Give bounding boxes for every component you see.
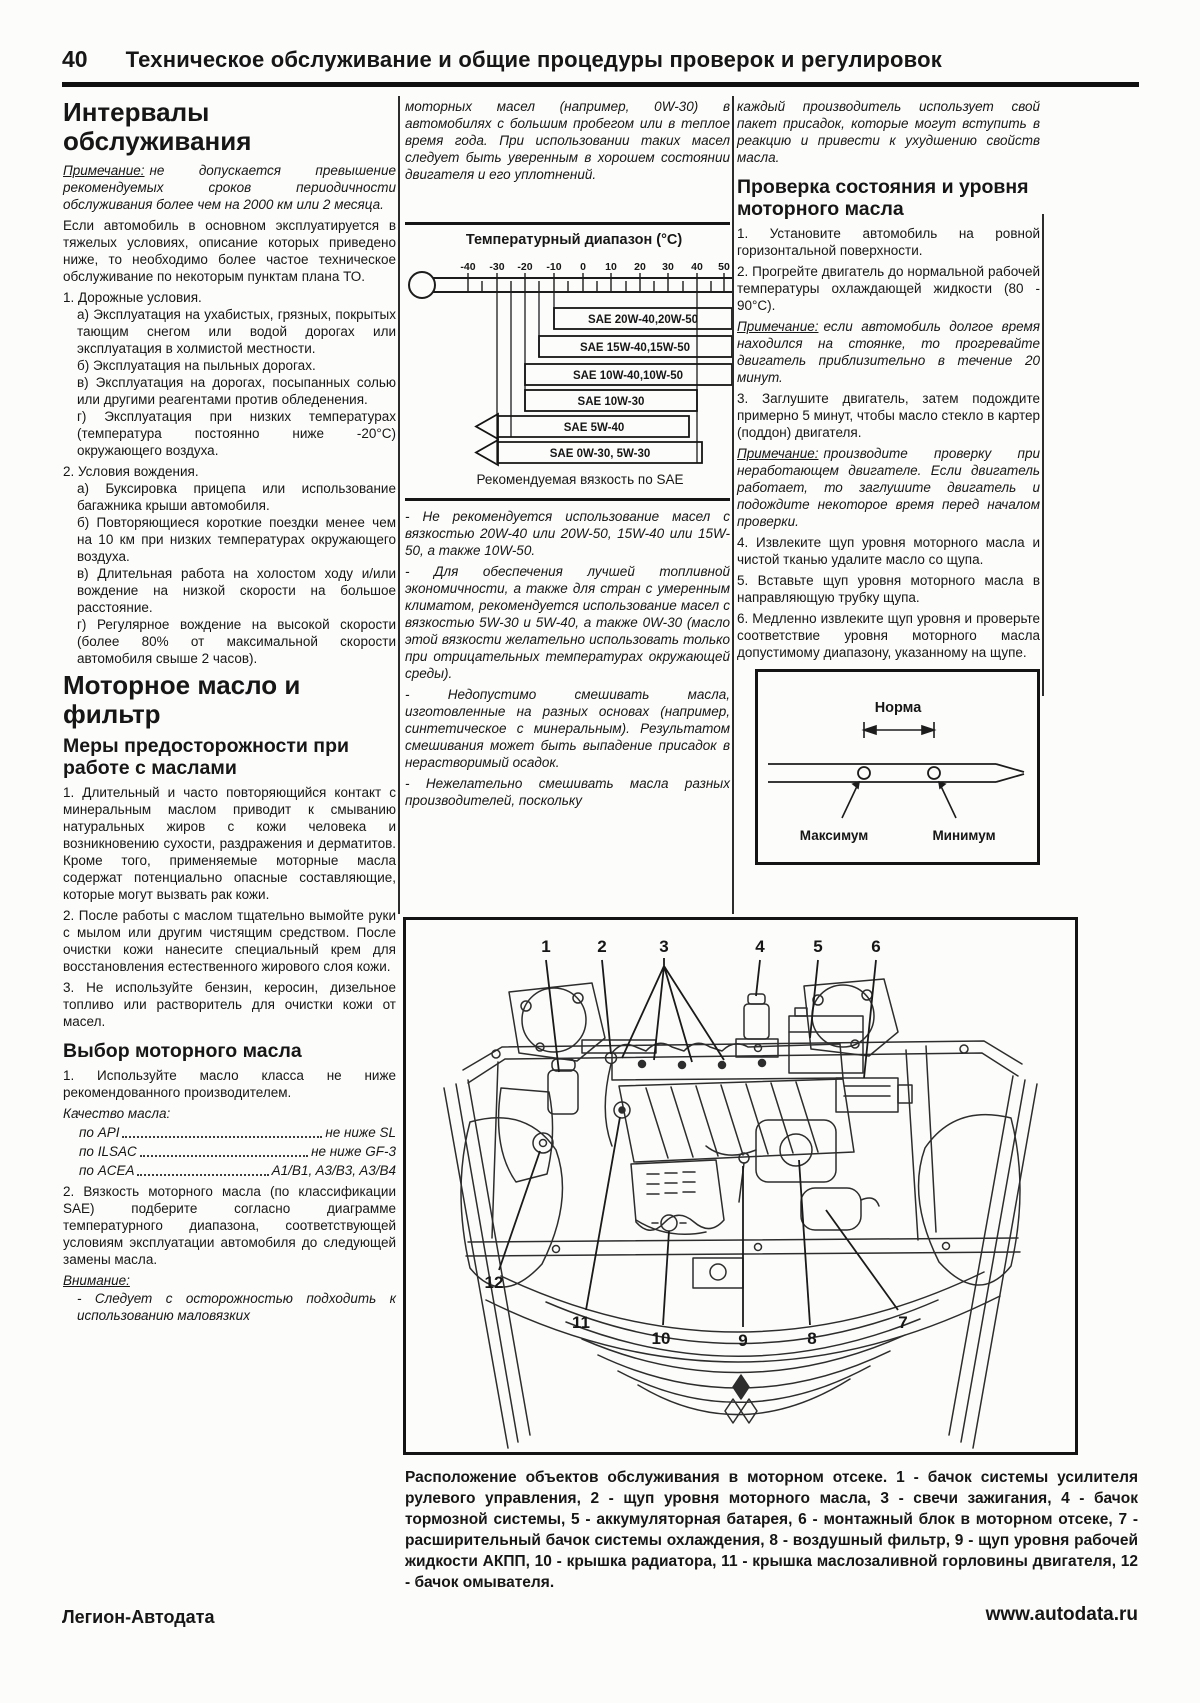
callout-number: 10 xyxy=(651,1329,671,1348)
paragraph: 2. Вязкость моторного масла (по классификации SAE) подберите согласно диаграмме температурного диапазона, соответствующей условиям эксплуатации автомобиля до следующей замены масла. xyxy=(63,1184,396,1267)
engine-art xyxy=(444,979,1037,1448)
chart-title: Температурный диапазон (°C) xyxy=(465,232,683,248)
figure-caption: Расположение объектов обслуживания в моторном отсеке. 1 - бачок системы усилителя рулевого управления, 2 - щуп уровня моторного масла, 3 - свечи зажигания, 4 - бачок тормозной системы, 5 - аккумуляторная батарея, 6 - монтажный блок в моторном отсеке, 7 - расширительный бачок системы охлаждения, 8 - воздушный фильтр, 9 - щуп уровня рабочей жидкости АКПП, 10 - крышка радиатора, 11 - крышка маслозаливной горловины двигателя, 12 - бачок омывателя. xyxy=(405,1469,1138,1591)
callout-number: 8 xyxy=(807,1329,817,1348)
spec-name: по API xyxy=(79,1125,120,1140)
temperature-axis xyxy=(460,261,730,273)
chart-caption: Рекомендуемая вязкость по SAE xyxy=(476,472,684,487)
section-title-oil-check: Проверка состояния и уровня моторного масла xyxy=(737,176,1029,220)
bullet-paragraph: - Недопустимо смешивать масла, изготовленные на разных основах (например, синтетическое с минеральным). Результатом смешивания может быть выпадение присадок в нерастворимый осадок. xyxy=(405,687,730,770)
dipstick-rod xyxy=(768,764,1024,782)
callout-number: 2 xyxy=(597,937,607,956)
page-number: 40 xyxy=(62,46,88,72)
note-text: не допускается превышение рекомендуемых сроков периодичности обслуживания более чем на 2000 км или 2 месяца. xyxy=(63,163,396,212)
engine-figure xyxy=(406,920,1075,1452)
spec-row-acea xyxy=(63,1162,396,1179)
min-label: Минимум xyxy=(932,828,996,843)
paragraph: 1. Используйте масло класса не ниже рекомендованного производителем. xyxy=(63,1068,396,1100)
paragraph: 1. Длительный и часто повторяющийся контакт с минеральным маслом приводит к смыванию натуральных жиров с кожи человека и возникновению сухости, раздражения и дерматитов. Кроме того, применяемые моторные масла содержат потенциально опасные составляющие, которые могут вызвать рак кожи. xyxy=(63,785,396,902)
tick-label: -40 xyxy=(460,261,476,273)
note: Примечание: если автомобиль долгое время находился на стоянке, то прогревайте двигатель приблизительно в течение 20 минут. xyxy=(737,319,1040,385)
bar-label: SAE 20W-40,20W-50 xyxy=(587,314,699,326)
spec-value: A1/B1, A3/B3, A3/B4 xyxy=(271,1163,396,1178)
right-column xyxy=(737,98,1040,865)
paragraph: 3. Не используйте бензин, керосин, дизельное топливо или растворитель для очистки кожи от масел. xyxy=(63,980,396,1029)
rule-above-chart xyxy=(405,222,730,225)
norm-range-arrow xyxy=(864,722,934,738)
tick-label: 50 xyxy=(718,261,730,273)
callout-number: 9 xyxy=(738,1331,748,1350)
note-intervals xyxy=(63,162,396,213)
list-title-road: 1. Дорожные условия. xyxy=(63,290,202,305)
section-title-intervals: Интервалы обслуживания xyxy=(63,97,252,156)
callout-number: 12 xyxy=(484,1273,504,1292)
spec-value: не ниже GF-3 xyxy=(311,1144,396,1159)
bar-label: SAE 0W-30, 5W-30 xyxy=(549,448,651,460)
callout-number: 5 xyxy=(813,937,823,956)
callout-number: 11 xyxy=(572,1313,590,1332)
step: 3. Заглушите двигатель, затем подождите примерно 5 минут, чтобы масло стекло в картер (поддон) двигателя. xyxy=(737,391,1040,440)
warning-item: - Следует с осторожностью подходить к использованию маловязких xyxy=(77,1291,396,1323)
middle-column-continuation xyxy=(405,98,730,187)
norm-label: Норма xyxy=(874,700,922,716)
step: 1. Установите автомобиль на ровной горизонтальной поверхности. xyxy=(737,226,1040,258)
page-header xyxy=(62,46,1139,87)
dotted-leader xyxy=(140,1155,308,1157)
thermometer-ticks xyxy=(468,273,724,292)
sae-viscosity-chart xyxy=(402,228,732,496)
engine-compartment-diagram xyxy=(403,917,1078,1455)
callout-number: 3 xyxy=(659,937,669,956)
tick-label: 30 xyxy=(662,261,674,273)
left-column xyxy=(63,96,396,1328)
list-item: г) Регулярное вождение на высокой скорости (более 80% от максимальной скорости автомобиля свыше 2 часов). xyxy=(77,617,396,666)
column-rule-left xyxy=(398,96,400,914)
callout-lines xyxy=(499,958,898,1327)
sae-chart-figure xyxy=(402,228,732,496)
viscosity-bars xyxy=(476,308,732,465)
list-item: а) Буксировка прицепа или использование багажника крыши автомобиля. xyxy=(77,481,396,513)
callout-number: 7 xyxy=(898,1313,908,1332)
tick-label: -10 xyxy=(546,261,562,273)
dipstick-figure xyxy=(758,672,1037,862)
list-item: в) Длительная работа на холостом ходу и/или вождение на низкой скорости на большое расстояние. xyxy=(77,566,396,615)
list-title-driving: 2. Условия вождения. xyxy=(63,464,199,479)
callout-number: 4 xyxy=(755,937,765,956)
paragraph: Если автомобиль в основном эксплуатируется в тяжелых условиях, описание которых приведено ниже, то необходимо более частое техническое обслуживание по некоторым пунктам плана ТО. xyxy=(63,218,396,284)
tick-label: 10 xyxy=(605,261,617,273)
middle-column-bullets xyxy=(405,508,730,813)
step: 4. Извлеките щуп уровня моторного масла и чистой тканью удалите масло со щупа. xyxy=(737,535,1040,567)
page-title: Техническое обслуживание и общие процедуры проверок и регулировок xyxy=(125,47,942,72)
list-item: б) Повторяющиеся короткие поездки менее чем на 10 км при низких температурах окружающего воздуха. xyxy=(77,515,396,564)
paragraph: 2. После работы с маслом тщательно вымойте руки с мылом или другим чистящим средством. После очистки кожи нанесите специальный крем для восстановления естественного жирового слоя кожи. xyxy=(63,908,396,974)
website-url: www.autodata.ru xyxy=(985,1604,1138,1625)
dotted-leader xyxy=(122,1136,322,1138)
paragraph: моторных масел (например, 0W-30) в автомобилях с большим пробегом или в теплое время года. При использовании таких масел следует быть уверенным в хорошем состоянии двигателя и его уплотнений. xyxy=(405,99,730,182)
list-item: в) Эксплуатация на дорогах, посыпанных солью или другими реагентами против обледенения. xyxy=(77,375,396,407)
bullet-paragraph: - Не рекомендуется использование масел с вязкостью 20W-40 или 20W-50, 15W-40 или 15W-50, а также 10W-50. xyxy=(405,509,730,558)
dipstick-diagram xyxy=(755,669,1040,865)
note-label: Примечание: xyxy=(63,163,145,178)
step: 2. Прогрейте двигатель до нормальной рабочей температуры охлаждающей жидкости (80 - 90°C). xyxy=(737,264,1040,313)
rule-below-chart xyxy=(405,498,730,501)
list-item: а) Эксплуатация на ухабистых, грязных, покрытых тающим снегом или водой дорогах или эксплуатация в холмистой местности. xyxy=(77,307,396,356)
step: 6. Медленно извлеките щуп уровня и проверьте соответствие уровня моторного масла допустимому диапазону, указанному на щупе. xyxy=(737,611,1040,660)
bar-label: SAE 10W-30 xyxy=(577,396,645,408)
step: 5. Вставьте щуп уровня моторного масла в направляющую трубку щупа. xyxy=(737,573,1040,605)
tick-label: -20 xyxy=(517,261,533,273)
tick-label: 0 xyxy=(580,261,586,273)
bar-label: SAE 15W-40,15W-50 xyxy=(579,342,691,354)
spec-row-ilsac xyxy=(63,1143,396,1160)
subsection-title-oil-choice: Выбор моторного масла xyxy=(63,1040,302,1062)
bullet-paragraph: - Нежелательно смешивать масла разных производителей, поскольку xyxy=(405,776,730,808)
note: Примечание: производите проверку при неработающем двигателе. Если двигатель работает, то заглушите двигатель и подождите некоторое время перед началом проверки. xyxy=(737,446,1040,529)
spec-name: по ILSAC xyxy=(79,1144,137,1159)
bar-label: SAE 10W-40,10W-50 xyxy=(572,370,684,382)
column-rule-right xyxy=(1042,214,1044,696)
max-label: Максимум xyxy=(799,828,869,843)
tick-label: -30 xyxy=(489,261,505,273)
leader-lines xyxy=(842,782,956,818)
tick-label: 40 xyxy=(691,261,703,273)
callout-number: 6 xyxy=(871,937,881,956)
callout-number: 1 xyxy=(541,937,551,956)
subsection-title-precautions: Меры предосторожности при работе с маслами xyxy=(63,735,349,779)
dotted-leader xyxy=(137,1174,268,1176)
spec-group-label: Качество масла: xyxy=(63,1106,171,1121)
warning-label: Внимание: xyxy=(63,1273,130,1288)
column-rule-middle xyxy=(732,96,734,914)
bullet-paragraph: - Для обеспечения лучшей топливной экономичности, а также для стран с умеренным климатом, рекомендуется использование масел с вязкостью 5W-30 и 5W-40, а также 0W-30 (масло этой вязкости желательно использовать только при отрицательных температурах окружающей среды). xyxy=(405,564,730,681)
section-title-engine-oil: Моторное масло и фильтр xyxy=(63,670,301,729)
publisher-name: Легион-Автодата xyxy=(62,1607,215,1627)
list-item: б) Эксплуатация на пыльных дорогах. xyxy=(77,358,316,373)
tick-label: 20 xyxy=(634,261,646,273)
spec-row-api xyxy=(63,1124,396,1141)
paragraph: каждый производитель использует свой пакет присадок, которые могут вступить в реакцию и привести к ухудшению свойств масла. xyxy=(737,99,1040,165)
bar-label: SAE 5W-40 xyxy=(563,422,625,434)
spec-name: по ACEA xyxy=(79,1163,135,1178)
list-item: г) Эксплуатация при низких температурах (температура постоянно ниже -20°C) окружающего воздуха. xyxy=(77,409,396,458)
spec-value: не ниже SL xyxy=(325,1125,396,1140)
